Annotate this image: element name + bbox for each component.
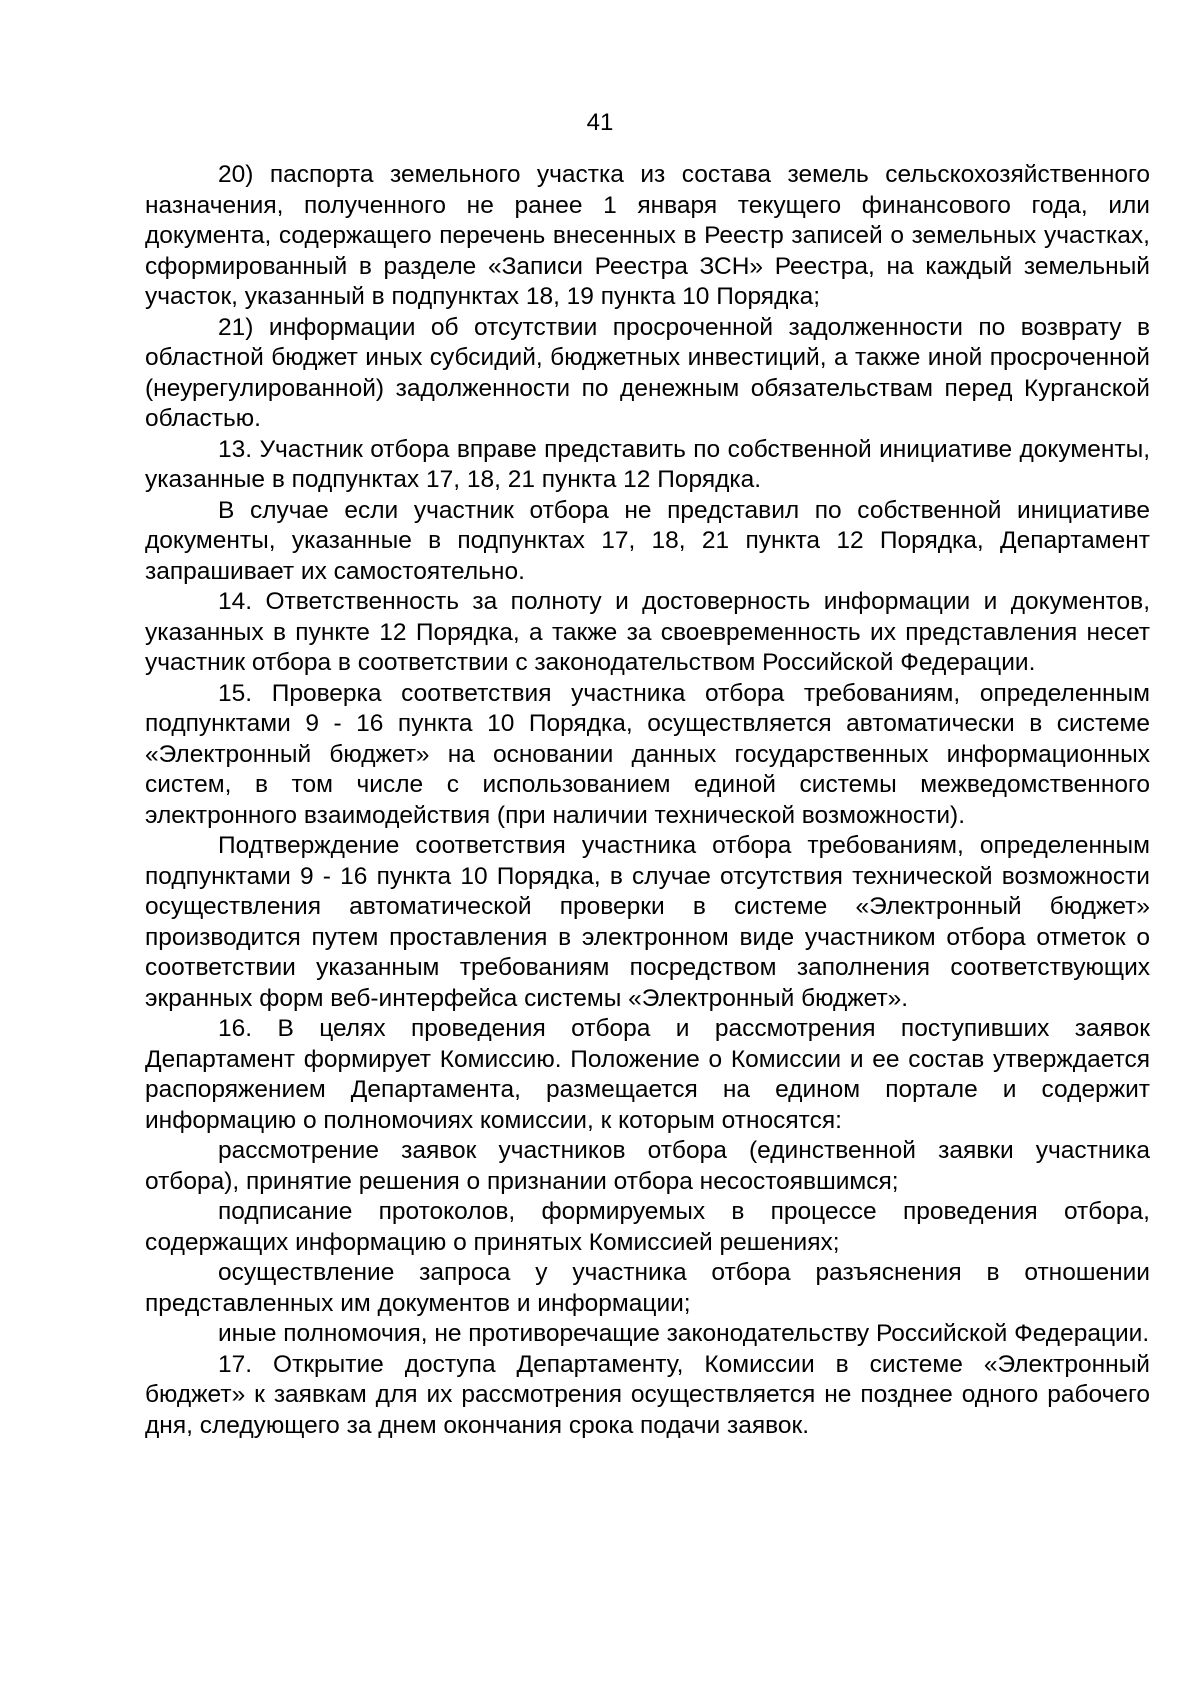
paragraph-commission-power-review: рассмотрение заявок участников отбора (единственной заявки участника отбора), принятие решения о признании отбора несостоявшимся; <box>145 1137 1150 1195</box>
paragraph-clause-16: 16. В целях проведения отбора и рассмотрения поступивших заявок Департамент формирует Комиссию. Положение о Комиссии и ее состав утверждается распоряжением Департамента, размещается на едином портале и содержит информацию о полномочиях комиссии, к которым относятся: <box>145 1015 1150 1134</box>
document-body <box>145 160 1150 1441</box>
paragraph-commission-power-requests: осуществление запроса у участника отбора разъяснения в отношении представленных им документов и информации; <box>145 1259 1150 1317</box>
paragraph-clause-17: 17. Открытие доступа Департаменту, Комиссии в системе «Электронный бюджет» к заявкам для их рассмотрения осуществляется не позднее одного рабочего дня, следующего за днем окончания срока подачи заявок. <box>145 1350 1150 1439</box>
paragraph-commission-power-protocols: подписание протоколов, формируемых в процессе проведения отбора, содержащих информацию о принятых Комиссией решениях; <box>145 1198 1150 1256</box>
paragraph-clause-15: 15. Проверка соответствия участника отбора требованиям, определенным подпунктами 9 - 16 пункта 10 Порядка, осуществляется автоматически в системе «Электронный бюджет» на основании данных государственных информационных систем, в том числе с использованием единой системы межведомственного электронного взаимодействия (при наличии технической возможности). <box>145 679 1150 829</box>
paragraph-commission-power-other: иные полномочия, не противоречащие законодательству Российской Федерации. <box>218 1320 1150 1347</box>
paragraph-item-21: 21) информации об отсутствии просроченной задолженности по возврату в областной бюджет иных субсидий, бюджетных инвестиций, а также иной просроченной (неурегулированной) задолженности по денежным обязательствам перед Курганской областью. <box>145 313 1150 432</box>
paragraph-clause-14: 14. Ответственность за полноту и достоверность информации и документов, указанных в пункте 12 Порядка, а также за своевременность их представления несет участник отбора в соответствии с законодательством Российской Федерации. <box>145 588 1150 676</box>
paragraph-clause-13: 13. Участник отбора вправе представить по собственной инициативе документы, указанные в подпунктах 17, 18, 21 пункта 12 Порядка. <box>145 435 1150 493</box>
paragraph-clause-15-confirmation: Подтверждение соответствия участника отбора требованиям, определенным подпунктами 9 - 16 пункта 10 Порядка, в случае отсутствия технической возможности осуществления автоматической проверки в системе «Электронный бюджет» производится путем проставления в электронном виде участником отбора отметок о соответствии указанным требованиям посредством заполнения соответствующих экранных форм веб-интерфейса системы «Электронный бюджет». <box>145 832 1150 1012</box>
paragraph-item-20: 20) паспорта земельного участка из состава земель сельскохозяйственного назначения, полученного не ранее 1 января текущего финансового года, или документа, содержащего перечень внесенных в Реестр записей о земельных участках, сформированный в разделе «Записи Реестра ЗСН» Реестра, на каждый земельный участок, указанный в подпунктах 18, 19 пункта 10 Порядка; <box>145 161 1150 310</box>
page-number: 41 <box>586 109 614 136</box>
paragraph-clause-13-note: В случае если участник отбора не представил по собственной инициативе документы, указанные в подпунктах 17, 18, 21 пункта 12 Порядка, Департамент запрашивает их самостоятельно. <box>145 496 1150 585</box>
